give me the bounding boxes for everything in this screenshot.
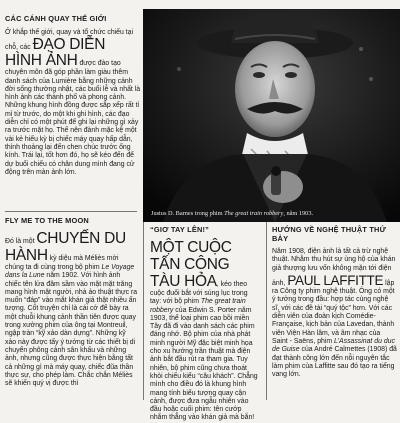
section-kicker: “GIƠ TAY LÊN!” [150,225,210,234]
caption-film-title: The great train robbery [224,210,284,217]
caption-prefix: Justus D. Barnes trong phim [151,210,225,217]
article-body [5,29,143,177]
article-text: , kéo theo cuộc đuổi bắt với súng lục trong tay: với bộ phim [150,281,248,306]
article-body [5,230,138,388]
divider-line [266,222,267,400]
article-text: lập ra Công ty phim nghệ thuật. Ông có một ý tưởng trong đầu: hợp tác cùng nghệ sĩ, với các đề tài “quý tộc” hơn. Với các diễn viên của đoàn kịch Comédie-Française, kịch bản của Lavedan, thành viên Viện Hàn lâm, và âm nhạc của Saint - Saëns, phim [272,279,395,345]
section-kicker: HƯỚNG VỀ NGHỆ THUẬT THỨ BẢY [272,225,386,243]
article-body [272,248,397,379]
article-text: năm 1902. Với hình ảnh chiếc tên lửa đâm sầm vào mặt mặt trăng mang hình mặt người, nhà ảo thuật thực ra muốn “đáp” vào mắt khán giả thật nhiều ấn tượng. Cốt truyện chỉ là cái cớ để bày ra một chuỗi khung cảnh thần tiên được quay trong xưởng phim của ông tại Montreuil, ngập tràn “kỹ xảo dàn dựng”. Những kỹ xảo này được tấy ý tưởng từ các thiết bị di chuyển phông cảnh sân khấu và những ảnh, nhưng cũng được thực hiện bằng tất cả những gì mà máy quay, chiếc đũa thần thực sự, cho phép làm. Chắc chắn Méliès sẽ khiến quý vị được thì [5,272,138,388]
article-text: của Edwin S. Porter năm 1903, thể loại phim cao bồi miền Tây đã đi vào danh sách các phim đáng nhớ. Bộ phim của nhà phát minh người Mỹ đặc biệt minh họa cho xu hướng trần thuật mà điện ảnh bắt đầu rút ra tham gia. Tuy nhiên, bộ phim cũng chưa thoát khỏi chiếu kiểu “câu khách”. Chẳng mình cho điều đó là khung hình mang tính biểu tượng quay cận cảnh, được đưa ngẫu nhiên vào đầu hoặc cuối phim: tên cướp nhắm thẳng vào khán giả mà bắn! [150,306,258,422]
article-highlight: ĐẠO DIỄN HÌNH ẢNH [5,36,106,70]
article-world-cameras [5,14,143,177]
article-lead: Ở khắp thế giới, quay và tổ chức chiếu tại chỗ, các [5,29,134,52]
film-title: L’Assassinat du duc de Guise [272,337,395,354]
article-hands-up [150,225,260,423]
article-lead: Năm 1908, điện ảnh là tất cả trừ nghệ thuật. Nhằm thu hút sự ủng hộ của khán giả thượng lưu vốn không mặn tới điện ảnh, [272,248,396,287]
article-fly-me-to-the-moon [5,216,138,388]
section-kicker: CÁC CÁNH QUAY THẾ GIỚI [5,14,107,23]
article-lead: Đó là một [5,238,37,245]
article-highlight: MỘT CUỘC TẤN CÔNG TÀU HỎA [150,239,232,290]
cowboy-portrait-image [143,9,400,222]
photo-caption [151,210,313,217]
article-text: kỳ diệu mà Méliès mời chúng ta đi cùng trong bộ phim [5,255,119,271]
section-kicker: FLY ME TO THE MOON [5,216,89,225]
article-text: của André Calmettes (1908) đã đạt thành công lớn đến nỗi nguyên tắc làm phim của Laffitte sau đó tạo ra tiếng vang lớn. [272,346,397,379]
article-highlight: CHUYẾN DU HÀNH [5,230,126,264]
divider-line [143,222,144,400]
caption-suffix: , năm 1903. [283,210,314,217]
film-title: Le Voyage dans la Lune [5,264,135,280]
article-text: được đào tạo chuyên môn đã góp phần làm giàu thêm danh sách của Lumière bằng những cảnh đời sống thường nhật, các buổi lễ và nhất là hình ảnh các thành phố và phong cảnh. Những khung hình đồng được sắp xếp rất tỉ mỉ từ trước, do một khi ghi hình, các đạo diễn chỉ có một phút để ghi lại những gì xảy ra trước mặt họ. Thế nên đành mặc kệ một vài kẻ hiếu kỳ bị chiếc máy quay hấp dẫn, thỉnh thoảng lại đến chen chúc trước ống kính. Trái lại, tốt hơn đó, họ sẽ kéo đến để dự buổi chiếu có chân dung mình đang cử động trên màn ảnh lớn. [5,60,141,176]
divider-line [5,211,137,212]
film-still-photo [143,9,400,222]
article-body [150,239,260,423]
film-title: The great train robbery [150,298,246,314]
article-highlight: PAUL LAFFITTE [287,272,384,288]
article-seventh-art [272,225,397,379]
